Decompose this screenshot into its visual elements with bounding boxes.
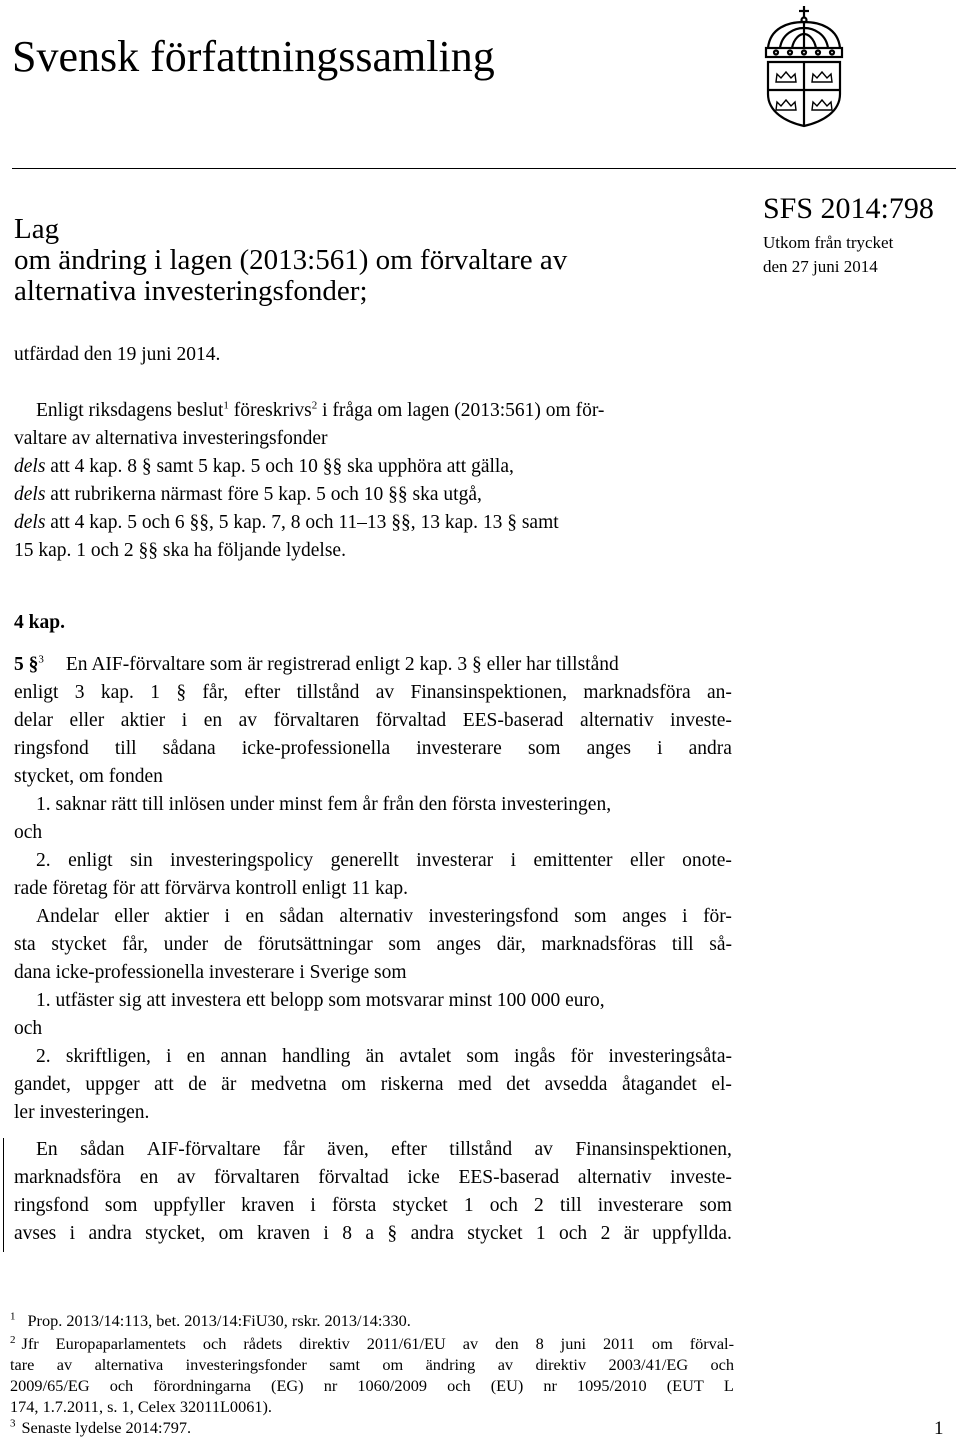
section-line xyxy=(36,847,732,875)
word: som xyxy=(527,738,561,759)
section-line: 1. utfäster sig att investera ett belopp som motsvarar minst 100 000 euro, xyxy=(36,990,605,1011)
word: juni xyxy=(560,1334,587,1353)
word: förvaltad xyxy=(375,710,447,731)
word: i xyxy=(224,906,230,927)
word: sin xyxy=(129,850,153,871)
section-line xyxy=(14,735,732,763)
word: investerare xyxy=(597,1195,684,1216)
word: förordningarna xyxy=(153,1376,251,1395)
word: (EUT xyxy=(666,1376,704,1395)
word: förvaltad xyxy=(318,1167,389,1188)
word: kraven xyxy=(256,1223,311,1244)
word: till xyxy=(559,1195,582,1216)
header-rule xyxy=(12,168,956,169)
word: och xyxy=(202,1334,227,1353)
word: i xyxy=(166,1046,172,1067)
word: tillstånd xyxy=(449,1139,513,1160)
word: eller xyxy=(114,906,149,927)
word: ringsfond xyxy=(14,1195,89,1216)
word: riskerna xyxy=(380,1074,444,1095)
word: där, xyxy=(496,934,526,955)
section-line: och xyxy=(14,822,43,843)
section-line xyxy=(14,1071,732,1099)
word: medvetna xyxy=(250,1074,327,1095)
word: om xyxy=(382,1355,404,1374)
word: handling xyxy=(282,1046,351,1067)
word: enligt xyxy=(14,682,59,703)
word: de xyxy=(223,934,243,955)
word: anges xyxy=(436,934,482,955)
word: Finansinspektionen, xyxy=(575,1139,732,1160)
section-line xyxy=(36,1043,732,1071)
word: av xyxy=(56,1355,73,1374)
word: till xyxy=(671,934,694,955)
word: en xyxy=(245,906,264,927)
word: investeringsåta- xyxy=(608,1046,732,1067)
word: marknadsföra xyxy=(583,682,691,703)
word: den xyxy=(495,1334,519,1353)
word: om xyxy=(341,1074,367,1095)
word: Andelar xyxy=(36,906,99,927)
word: EES-baserad xyxy=(462,710,564,731)
word: investeringspolicy xyxy=(170,850,314,871)
word: sådan xyxy=(80,1139,125,1160)
word: som xyxy=(466,1046,499,1067)
word: enligt xyxy=(68,850,113,871)
word: onote- xyxy=(682,850,732,871)
word: första xyxy=(331,1195,377,1216)
word: i xyxy=(310,1195,316,1216)
word: 1 xyxy=(463,1195,474,1216)
word: och xyxy=(710,1355,734,1374)
word: i xyxy=(657,738,663,759)
word: investe- xyxy=(670,1167,732,1188)
word: en xyxy=(186,1046,206,1067)
word: förval- xyxy=(689,1334,734,1353)
law-title-line: om ändring i lagen (2013:561) om förvaltare av xyxy=(14,244,568,276)
word: icke-professionella xyxy=(241,738,391,759)
word: och xyxy=(559,1223,588,1244)
word: det xyxy=(506,1074,531,1095)
word: marknadsföras xyxy=(541,934,657,955)
preamble-line: dels att 4 kap. 8 § samt 5 kap. 5 och 10 §§ ska upphöra att gälla, xyxy=(14,456,514,477)
word: andra xyxy=(688,738,732,759)
preamble-line: Enligt riksdagens beslut$^1$ föreskrivs$^2$ i fråga om lagen (2013:561) om för- xyxy=(36,399,605,421)
word: avtalet xyxy=(399,1046,452,1067)
word: investerar xyxy=(416,850,494,871)
word: investeringsfonder xyxy=(185,1355,307,1374)
word: 2. xyxy=(36,850,51,871)
word: direktiv xyxy=(299,1334,350,1353)
issued-date: utfärdad den 19 juni 2014. xyxy=(14,344,221,365)
word: som xyxy=(574,906,607,927)
word: aktier xyxy=(120,710,166,731)
word: samt xyxy=(329,1355,360,1374)
word: och xyxy=(489,1195,518,1216)
word: och xyxy=(447,1376,471,1395)
word: icke xyxy=(407,1167,440,1188)
word: emittenter xyxy=(533,850,613,871)
word: sådan xyxy=(279,906,324,927)
word: marknadsföra xyxy=(14,1167,122,1188)
section-line: dana icke-professionella investerare i Sverige som xyxy=(14,962,407,983)
word: de xyxy=(188,1074,207,1095)
word: av xyxy=(534,1139,553,1160)
footnote-line: 174, 1.7.2011, s. 1, Celex 32011L0061). xyxy=(10,1397,272,1416)
word: 1060/2009 xyxy=(357,1376,427,1395)
word: och xyxy=(109,1376,134,1395)
preamble-line: valtare av alternativa investeringsfonder xyxy=(14,428,328,449)
word: åtagandet xyxy=(622,1074,697,1095)
word: av xyxy=(497,1355,514,1374)
word: § xyxy=(176,682,187,703)
section-line xyxy=(14,679,732,707)
word: får, xyxy=(202,682,229,703)
sfs-info xyxy=(763,194,934,279)
word: som xyxy=(388,934,421,955)
word: alternativa xyxy=(94,1355,164,1374)
word: eller xyxy=(69,710,105,731)
word: ingås xyxy=(514,1046,556,1067)
word: 1095/2010 xyxy=(577,1376,647,1395)
section-line: rade företag för att förvärva kontroll enligt 11 kap. xyxy=(14,878,408,899)
word: delar xyxy=(14,710,53,731)
preamble-line: 15 kap. 1 och 2 §§ ska ha följande lydelse. xyxy=(14,540,346,561)
preamble-line: dels att 4 kap. 5 och 6 §§, 5 kap. 7, 8 och 11–13 §§, 13 kap. 13 § samt xyxy=(14,512,559,533)
word: så- xyxy=(709,934,732,955)
section-line xyxy=(14,1164,732,1192)
word: a xyxy=(365,1223,375,1244)
word: kraven xyxy=(241,1195,295,1216)
word: 2. xyxy=(36,1046,51,1067)
word: el- xyxy=(711,1074,732,1095)
word: som xyxy=(104,1195,138,1216)
footnote-line xyxy=(10,1375,734,1396)
section-line xyxy=(14,931,732,959)
word: 8 xyxy=(535,1334,544,1353)
word: anges xyxy=(586,738,631,759)
word: andra xyxy=(410,1223,454,1244)
word: § xyxy=(387,1223,398,1244)
preamble-line: dels att rubrikerna närmast före 5 kap. 5 och 10 §§ ska utgå, xyxy=(14,484,482,505)
change-marker-bar xyxy=(3,1138,4,1252)
word: avses xyxy=(14,1223,57,1244)
word: om xyxy=(651,1334,673,1353)
word: L xyxy=(723,1376,734,1395)
word: 1 xyxy=(535,1223,546,1244)
word: EES-baserad xyxy=(458,1167,560,1188)
word: förutsättningar xyxy=(257,934,373,955)
word: aktier xyxy=(164,906,209,927)
law-title-line: alternativa investeringsfonder; xyxy=(14,275,368,307)
word: stycket, xyxy=(145,1223,206,1244)
section-line: ler investeringen. xyxy=(14,1102,150,1123)
section-first-line: 5 §$^3$ En AIF-förvaltare som är registrerad enligt 2 kap. 3 § eller har tillstånd xyxy=(14,653,619,675)
word: 2 xyxy=(600,1223,611,1244)
word: 2011 xyxy=(602,1334,635,1353)
word: att xyxy=(154,1074,174,1095)
word: rådets xyxy=(243,1334,283,1353)
sfs-number: SFS 2014:798 xyxy=(763,192,934,225)
section-line xyxy=(36,1136,732,1164)
word: tillstånd xyxy=(296,682,360,703)
word: skriftligen, xyxy=(65,1046,151,1067)
word: ringsfond xyxy=(14,738,89,759)
sfs-issued-line: den 27 juni 2014 xyxy=(763,257,878,276)
word: för- xyxy=(703,906,732,927)
word: under xyxy=(163,934,209,955)
word: kap. xyxy=(100,682,134,703)
word: investeringsfond xyxy=(428,906,559,927)
publication-title: Svensk författningssamling xyxy=(12,32,495,81)
word: till xyxy=(114,738,137,759)
word: uppger xyxy=(85,1074,140,1095)
section-number: 5 § xyxy=(14,654,39,675)
word: får, xyxy=(122,934,149,955)
word: uppfyllda. xyxy=(652,1223,732,1244)
word: än xyxy=(365,1046,385,1067)
word: Finansinspektionen, xyxy=(410,682,568,703)
word: investe- xyxy=(670,710,732,731)
law-title xyxy=(14,214,567,307)
word: får xyxy=(283,1139,305,1160)
word: gandet, xyxy=(14,1074,71,1095)
word: i xyxy=(69,1223,76,1244)
word: av xyxy=(462,1334,479,1353)
word: nr xyxy=(543,1376,557,1395)
word: även, xyxy=(327,1139,369,1160)
footnote-line xyxy=(10,1354,734,1375)
word: som xyxy=(699,1195,732,1216)
word: efter xyxy=(391,1139,427,1160)
word: stycket xyxy=(51,934,107,955)
word: i xyxy=(181,710,188,731)
word: om xyxy=(218,1223,244,1244)
section-line: stycket, om fonden xyxy=(14,766,163,787)
word: 2 xyxy=(534,1195,544,1216)
word: En xyxy=(36,1139,58,1160)
word: alternativ xyxy=(577,1167,652,1188)
word: stycket xyxy=(467,1223,523,1244)
word: efter xyxy=(244,682,281,703)
section-line: och xyxy=(14,1018,43,1039)
word: med xyxy=(458,1074,492,1095)
word: 3 xyxy=(74,682,85,703)
word: (EG) xyxy=(271,1376,304,1395)
section-line: 1. saknar rätt till inlösen under minst fem år från den första investeringen, xyxy=(36,794,612,815)
word: AIF-förvaltare xyxy=(146,1139,261,1160)
word: sta xyxy=(14,934,36,955)
section-line xyxy=(14,1220,732,1248)
section-line xyxy=(14,707,732,735)
word: tare xyxy=(10,1355,35,1374)
section-line xyxy=(14,1192,732,1220)
coat-of-arms-icon xyxy=(758,4,850,128)
word: alternativ xyxy=(579,710,654,731)
word: direktiv xyxy=(535,1355,587,1374)
word: eller xyxy=(630,850,665,871)
word: av xyxy=(375,682,395,703)
word: annan xyxy=(220,1046,267,1067)
word: förvaltaren xyxy=(214,1167,300,1188)
word: för xyxy=(570,1046,594,1067)
footnote-line xyxy=(10,1333,734,1354)
word: stycket xyxy=(392,1195,448,1216)
word: 1 xyxy=(150,682,160,703)
word: en xyxy=(203,710,223,731)
word: är xyxy=(623,1223,639,1244)
word: an- xyxy=(706,682,732,703)
page-number: 1 xyxy=(934,1418,944,1439)
word: av xyxy=(238,710,258,731)
word: anges xyxy=(622,906,667,927)
sfs-issued-line: Utkom från trycket xyxy=(763,233,894,252)
word: i xyxy=(323,1223,329,1244)
word: är xyxy=(221,1074,237,1095)
section-line xyxy=(36,903,732,931)
footnote: $^1$ Prop. 2013/14:113, bet. 2013/14:FiU30, rskr. 2013/14:330. xyxy=(10,1310,411,1330)
word: investerare xyxy=(416,738,502,759)
word: avsedda xyxy=(544,1074,608,1095)
word: generellt xyxy=(330,850,399,871)
word: 2011/61/EU xyxy=(366,1334,446,1353)
word: 2003/41/EG xyxy=(608,1355,689,1374)
word: Europaparlamentets xyxy=(55,1334,186,1353)
chapter-heading: 4 kap. xyxy=(14,612,65,633)
word: en xyxy=(139,1167,159,1188)
word: i xyxy=(510,850,517,871)
word: alternativ xyxy=(339,906,413,927)
word: av xyxy=(176,1167,196,1188)
word: andra xyxy=(88,1223,132,1244)
word: förvaltaren xyxy=(273,710,360,731)
word: i xyxy=(682,906,688,927)
footnote: $^3$ Senaste lydelse 2014:797. xyxy=(10,1417,192,1437)
law-title-line: Lag xyxy=(14,213,60,245)
word: nr xyxy=(323,1376,338,1395)
word: ändring xyxy=(425,1355,476,1374)
word: uppfyller xyxy=(153,1195,226,1216)
word: 8 xyxy=(342,1223,352,1244)
word: 2009/65/EG xyxy=(10,1376,90,1395)
word: sådana xyxy=(162,738,216,759)
word: (EU) xyxy=(490,1376,524,1395)
word: $^2$ Jfr xyxy=(10,1333,39,1353)
